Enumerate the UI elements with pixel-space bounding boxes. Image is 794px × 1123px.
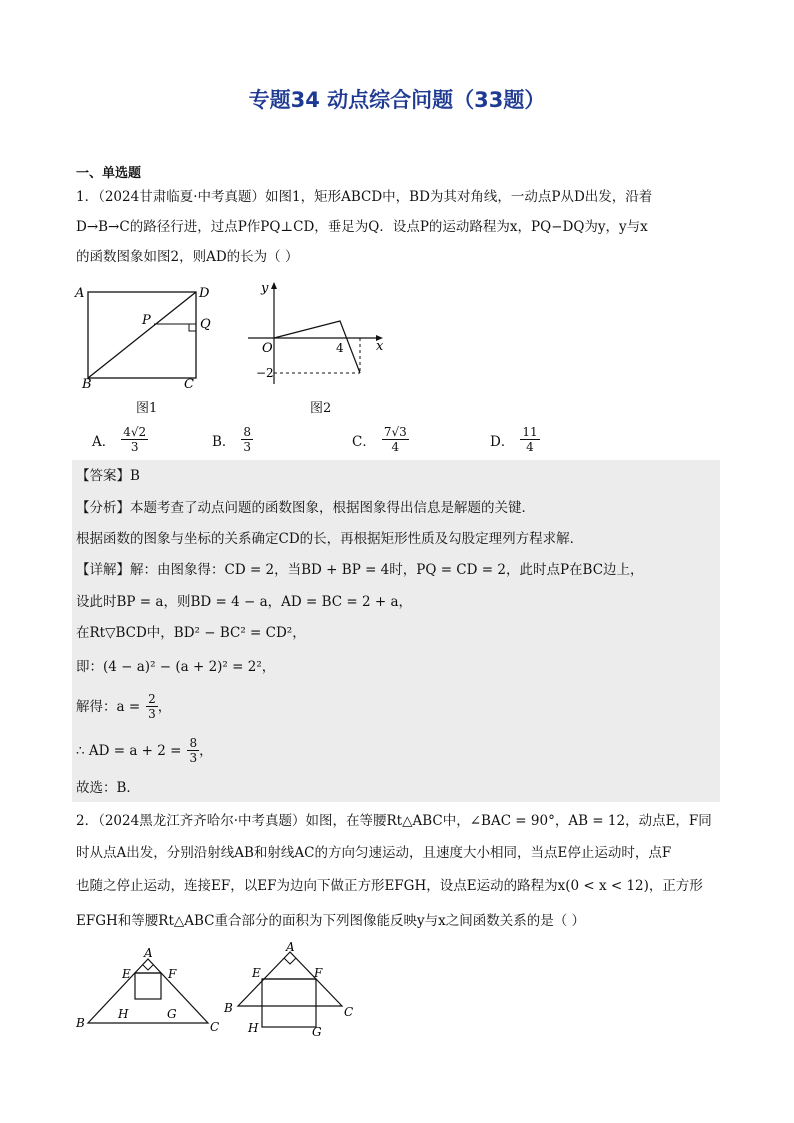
detail-6-fraction: $\frac{8}{3}$	[189, 736, 198, 765]
label-C: C	[184, 377, 194, 390]
q2-right-label-F: F	[314, 966, 323, 980]
option-d-fraction: $\frac{11}{4}$	[522, 425, 538, 454]
q1-line-1: 1．（2024甘肃临夏·中考真题）如图1，矩形ABCD中，BD为其对角线，一动点P从D出发，沿着	[76, 189, 653, 205]
axis-y-label: y	[261, 281, 269, 296]
tick-4: 4	[336, 341, 344, 355]
option-a[interactable]	[92, 425, 148, 454]
detail-line-4: 即：(4 − a)² − (a + 2)² = 2²，	[76, 659, 276, 675]
figure-1-rectangle	[70, 280, 220, 390]
q2-line-3: 也随之停止运动，连接EF，以EF为边向下做正方形EFGH，设点E运动的路程为x(0 < x < 12)，正方形	[76, 878, 703, 894]
option-b-fraction: $\frac{8}{3}$	[243, 425, 252, 454]
q2-right-label-G: G	[312, 1025, 322, 1039]
q2-line-4: EFGH和等腰Rt△ABC重合部分的面积为下列图像能反映y与x之间函数关系的是（ ）	[76, 913, 586, 929]
figure-2-graph	[240, 280, 390, 390]
option-c-letter: C．	[352, 433, 376, 450]
analysis-line-2: 根据函数的图象与坐标的关系确定CD的长，再根据矩形性质及勾股定理列方程求解．	[76, 531, 584, 547]
option-c-fraction: $\frac{7√3}{4}$	[383, 425, 407, 454]
option-a-fraction: $\frac{4√2}{3}$	[123, 425, 147, 454]
q2-right-label-B: B	[224, 1001, 233, 1015]
q2-right-label-A: A	[286, 940, 295, 954]
q2-right-label-H: H	[248, 1021, 259, 1035]
label-Q: Q	[200, 317, 211, 332]
choose-line: 故选：B．	[76, 780, 140, 796]
q2-right-label-E: E	[252, 966, 261, 980]
detail-line-1: 【详解】解：由图象得：CD = 2，当BD + BP = 4时，PQ = CD = 2，此时点P在BC边上，	[76, 562, 644, 578]
q2-left-label-A: A	[144, 946, 153, 960]
q1-line-2: D→B→C的路径行进，过点P作PQ⊥CD，垂足为Q．设点P的运动路程为x，PQ−DQ为y，y与x	[76, 219, 648, 235]
answer-line: 【答案】B	[76, 468, 140, 484]
q2-left-label-B: B	[76, 1016, 85, 1030]
option-a-letter: A．	[92, 433, 116, 450]
label-B: B	[82, 377, 92, 390]
label-P: P	[142, 313, 151, 328]
option-d-letter: D．	[490, 433, 515, 450]
detail-line-2: 设此时BP = a，则BD = 4 − a，AD = BC = 2 + a，	[76, 594, 413, 610]
origin-label: O	[262, 341, 273, 356]
q2-right-label-C: C	[344, 1005, 354, 1019]
option-b[interactable]	[212, 425, 253, 454]
analysis-line-1: 【分析】本题考查了动点问题的函数图象，根据图象得出信息是解题的关键．	[76, 500, 535, 516]
q2-left-label-H: H	[118, 1007, 129, 1021]
detail-line-5: 解得：a = $\frac{2}{3}$ ，	[76, 692, 172, 721]
detail-line-3: 在Rt▽BCD中，BD² − BC² = CD²，	[76, 625, 306, 641]
figure-1-caption: 图1	[136, 401, 158, 416]
q2-figure-right	[220, 940, 370, 1040]
q2-left-label-G: G	[167, 1007, 177, 1021]
q2-line-2: 时从点A出发，分别沿射线AB和射线AC的方向匀速运动，且速度大小相同，当点E停止运动时，点F	[76, 845, 672, 861]
detail-line-6: ∴ AD = a + 2 = $\frac{8}{3}$ ，	[76, 736, 213, 765]
q2-left-label-F: F	[168, 967, 177, 981]
page-title: 专题34 动点综合问题（33题）	[248, 88, 546, 112]
q2-line-1: 2．（2024黑龙江齐齐哈尔·中考真题）如图，在等腰Rt△ABC中，∠BAC = 90°，AB = 12，动点E，F同	[76, 813, 712, 829]
detail-5-fraction: $\frac{2}{3}$	[148, 692, 156, 721]
label-A: A	[75, 286, 85, 301]
q2-left-label-E: E	[122, 967, 131, 981]
tick-neg2: −2	[256, 366, 274, 380]
option-c[interactable]	[352, 425, 409, 454]
q2-left-label-C: C	[210, 1020, 220, 1034]
option-b-letter: B．	[212, 433, 236, 450]
label-D: D	[199, 286, 210, 301]
figure-2-caption: 图2	[310, 401, 332, 416]
option-d[interactable]	[490, 425, 540, 454]
q2-figure-left	[72, 945, 227, 1035]
axis-x-label: x	[376, 339, 384, 354]
section-heading: 一、单选题	[76, 166, 142, 181]
q1-line-3: 的函数图象如图2，则AD的长为（ ）	[76, 249, 299, 265]
